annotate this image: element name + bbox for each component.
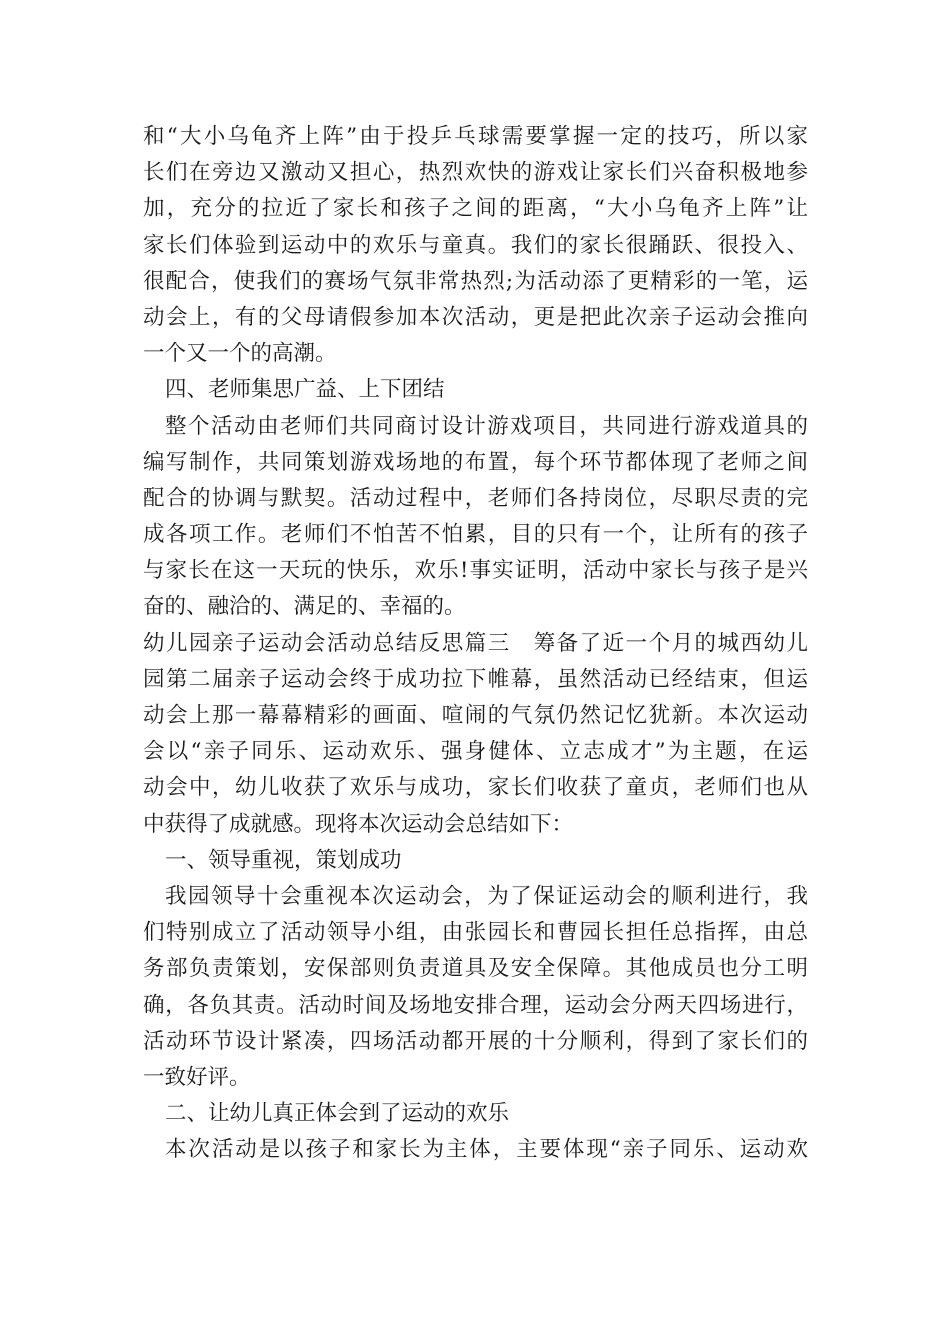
text-line: 活动环节设计紧凑，四场活动都开展的十分顺利，得到了家长们的 (143, 1028, 808, 1054)
text-line: 和“大小乌龟齐上阵”由于投乒乓球需要掌握一定的技巧，所以家 (143, 124, 808, 149)
text-line: 我园领导十会重视本次运动会，为了保证运动会的顺利进行，我 (165, 883, 808, 909)
section-heading: 一、领导重视，策划成功 (165, 847, 402, 873)
text-line: 奋的、融洽的、满足的、幸福的。 (143, 594, 466, 620)
section-heading: 二、让幼儿真正体会到了运动的欢乐 (165, 1101, 510, 1127)
text-line: 长们在旁边又激动又担心，热烈欢快的游戏让家长们兴奋积极地参 (143, 160, 808, 186)
text-line: 园第二届亲子运动会终于成功拉下帷幕，虽然活动已经结束，但运 (143, 666, 808, 692)
text-line: 整个活动由老师们共同商讨设计游戏项目，共同进行游戏道具的 (165, 413, 808, 439)
section-heading: 四、老师集思广益、上下团结 (165, 377, 445, 403)
text-line: 本次活动是以孩子和家长为主体，主要体现“亲子同乐、运动欢 (165, 1137, 808, 1163)
text-line: 很配合，使我们的赛场气氛非常热烈;为活动添了更精彩的一笔，运 (143, 268, 808, 294)
text-line: 加，充分的拉近了家长和孩子之间的距离，“大小乌龟齐上阵”让 (143, 196, 808, 222)
text-line: 与家长在这一天玩的快乐，欢乐!事实证明，活动中家长与孩子是兴 (143, 558, 808, 584)
text-line: 务部负责策划，安保部则负责道具及安全保障。其他成员也分工明 (143, 956, 808, 982)
text-line: 配合的协调与默契。活动过程中，老师们各持岗位，尽职尽责的完 (143, 485, 808, 511)
text-line: 幼儿园亲子运动会活动总结反思篇三 筹备了近一个月的城西幼儿 (143, 630, 808, 656)
text-line: 成各项工作。老师们不怕苦不怕累，目的只有一个，让所有的孩子 (143, 522, 808, 548)
text-line: 动会中，幼儿收获了欢乐与成功，家长们收获了童贞，老师们也从 (143, 775, 808, 801)
text-line: 会以“亲子同乐、运动欢乐、强身健体、立志成才”为主题，在运 (143, 739, 808, 765)
text-line: 们特别成立了活动领导小组，由张园长和曹园长担任总指挥，由总 (143, 920, 808, 946)
text-line: 动会上那一幕幕精彩的画面、喧闹的气氛仍然记忆犹新。本次运动 (143, 703, 808, 728)
document-page (143, 119, 808, 1168)
text-line: 动会上，有的父母请假参加本次活动，更是把此次亲子运动会推向 (143, 304, 808, 330)
text-line: 一个又一个的高潮。 (143, 341, 337, 367)
text-line: 中获得了成就感。现将本次运动会总结如下： (143, 811, 574, 837)
text-line: 编写制作，共同策划游戏场地的布置，每个环节都体现了老师之间 (143, 449, 808, 475)
text-line: 确，各负其责。活动时间及场地安排合理，运动会分两天四场进行， (143, 992, 808, 1018)
text-line: 一致好评。 (143, 1064, 251, 1090)
text-line: 家长们体验到运动中的欢乐与童真。我们的家长很踊跃、很投入、 (143, 232, 808, 258)
